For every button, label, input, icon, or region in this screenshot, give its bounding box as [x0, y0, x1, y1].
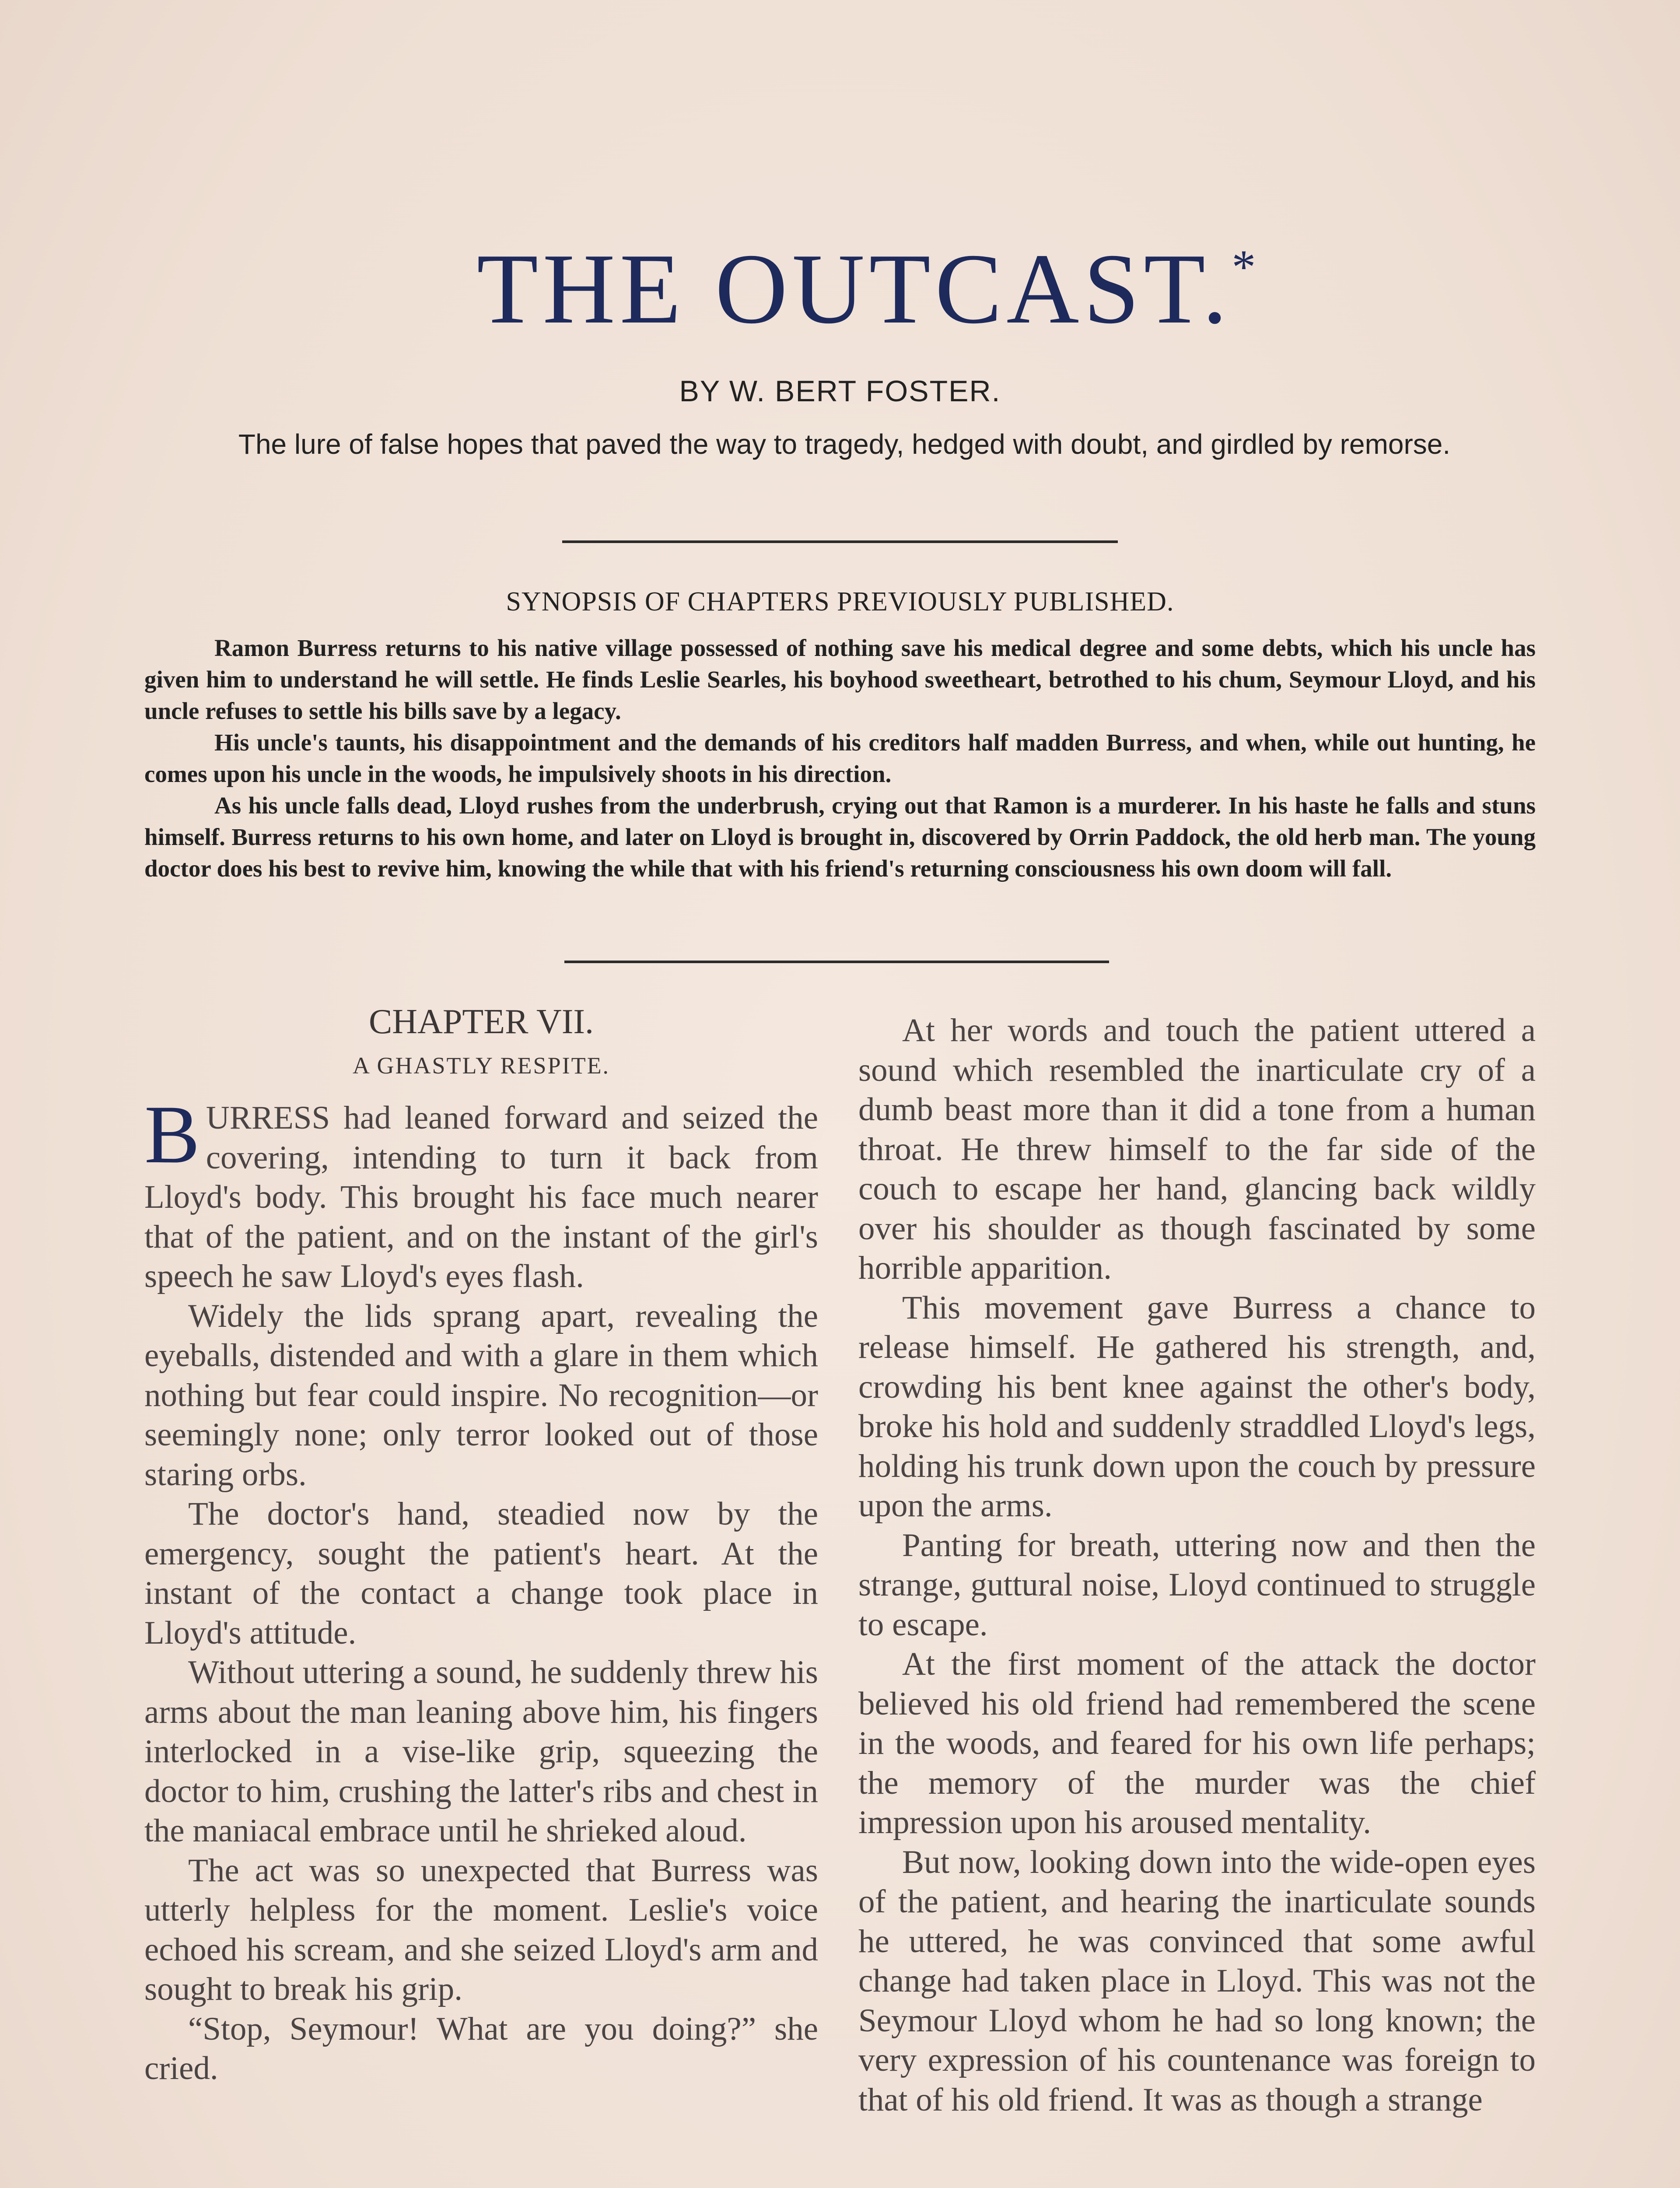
synopsis-text — [144, 632, 1536, 884]
chapter-opening-paragraph: BURRESS had leaned forward and seized the covering, intending to turn it back from Lloyd's body. This brought his face much nearer that of the patient, and on the instant of the girl's speech he saw Lloyd's eyes flash. — [144, 1089, 818, 1294]
chapter-heading: CHAPTER VII. — [368, 1003, 594, 1041]
title-footnote-mark: * — [1232, 240, 1260, 294]
body-paragraph: The act was so unexpected that Burress was utterly helpless for the moment. Leslie's voice echoed his scream, and she seized Lloyd's arm and sought to break his grip. — [144, 1852, 818, 2007]
teaser: The lure of false hopes that paved the way to tragedy, hedged with doubt, and girdled by remorse. — [238, 428, 1451, 460]
body-paragraph: Widely the lids sprang apart, revealing the eyeballs, distended and with a glare in them which nothing but fear could inspire. No recognition—or seemingly none; only terror looked out of those staring orbs. — [144, 1297, 818, 1493]
column-right — [858, 1011, 1536, 2120]
synopsis-heading: SYNOPSIS OF CHAPTERS PREVIOUSLY PUBLISHED. — [506, 587, 1174, 617]
body-paragraph: The doctor's hand, steadied now by the emergency, sought the patient's heart. At the instant of the contact a change took place in Lloyd's attitude. — [144, 1496, 818, 1651]
synopsis-paragraph: Ramon Burress returns to his native village possessed of nothing save his medical degree and some debts, which his uncle has given him to understand he will settle. He finds Leslie Searles, his boyhood sweetheart, betrothed to his chum, Seymour Lloyd, and his uncle refuses to settle his bills save by a legacy. — [144, 635, 1536, 724]
body-paragraph: Panting for breath, uttering now and then the strange, guttural noise, Lloyd continued to struggle to escape. — [858, 1527, 1536, 1643]
body-paragraph: But now, looking down into the wide-open eyes of the patient, and hearing the inarticulate sounds he uttered, he was convinced that some awful change had taken place in Lloyd. This was not the Seymour Lloyd whom he had so long known; the very expression of his countenance was foreign to that of his old friend. It was as though a strange — [858, 1844, 1536, 2118]
column-left — [144, 1002, 818, 2089]
byline: BY W. BERT FOSTER. — [679, 375, 1001, 408]
divider-top — [562, 540, 1118, 543]
body-paragraph: Without uttering a sound, he suddenly threw his arms about the man leaning above him, his fingers interlocked in a vise-like grip, squeezing the doctor to him, crushing the latter's ribs and chest in the maniacal embrace until he shrieked aloud. — [144, 1654, 818, 1849]
divider-bottom — [564, 961, 1109, 963]
title-block — [0, 233, 1680, 344]
body-paragraph: At her words and touch the patient uttered a sound which resembled the inarticulate cry of a dumb beast more than it did a tone from a human throat. He threw himself to the far side of the couch to escape her hand, glancing back wildly over his shoulder as though fascinated by some horrible apparition. — [858, 1012, 1536, 1286]
body-paragraph: “Stop, Seymour! What are you doing?” she cried. — [144, 2010, 818, 2086]
chapter-subheading: A GHASTLY RESPITE. — [352, 1052, 610, 1079]
body-paragraph: This movement gave Burress a chance to release himself. He gathered his strength, and, crowding his bent knee against the other's body, broke his hold and suddenly straddled Lloyd's legs, holding his trunk down upon the couch by pressure upon the arms. — [858, 1289, 1536, 1524]
synopsis-paragraph: His uncle's taunts, his disappointment and the demands of his creditors half madden Burress, and when, while out hunting, he comes upon his uncle in the woods, he impulsively shoots in his direction. — [144, 729, 1536, 787]
drop-cap: B — [144, 1089, 200, 1181]
synopsis-paragraph: As his uncle falls dead, Lloyd rushes from the underbrush, crying out that Ramon is a murderer. In his haste he falls and stuns himself. Burress returns to his own home, and later on Lloyd is brought in, discovered by Orrin Paddock, the old herb man. The young doctor does his best to revive him, knowing the while that with his friend's returning consciousness his own doom will fall. — [144, 792, 1536, 882]
body-paragraph: At the first moment of the attack the doctor believed his old friend had remembered the scene in the woods, and feared for his own life perhaps; the memory of the murder was the chief impression upon his aroused mentality. — [858, 1646, 1536, 1841]
story-title: THE OUTCAST.* — [476, 233, 1260, 344]
